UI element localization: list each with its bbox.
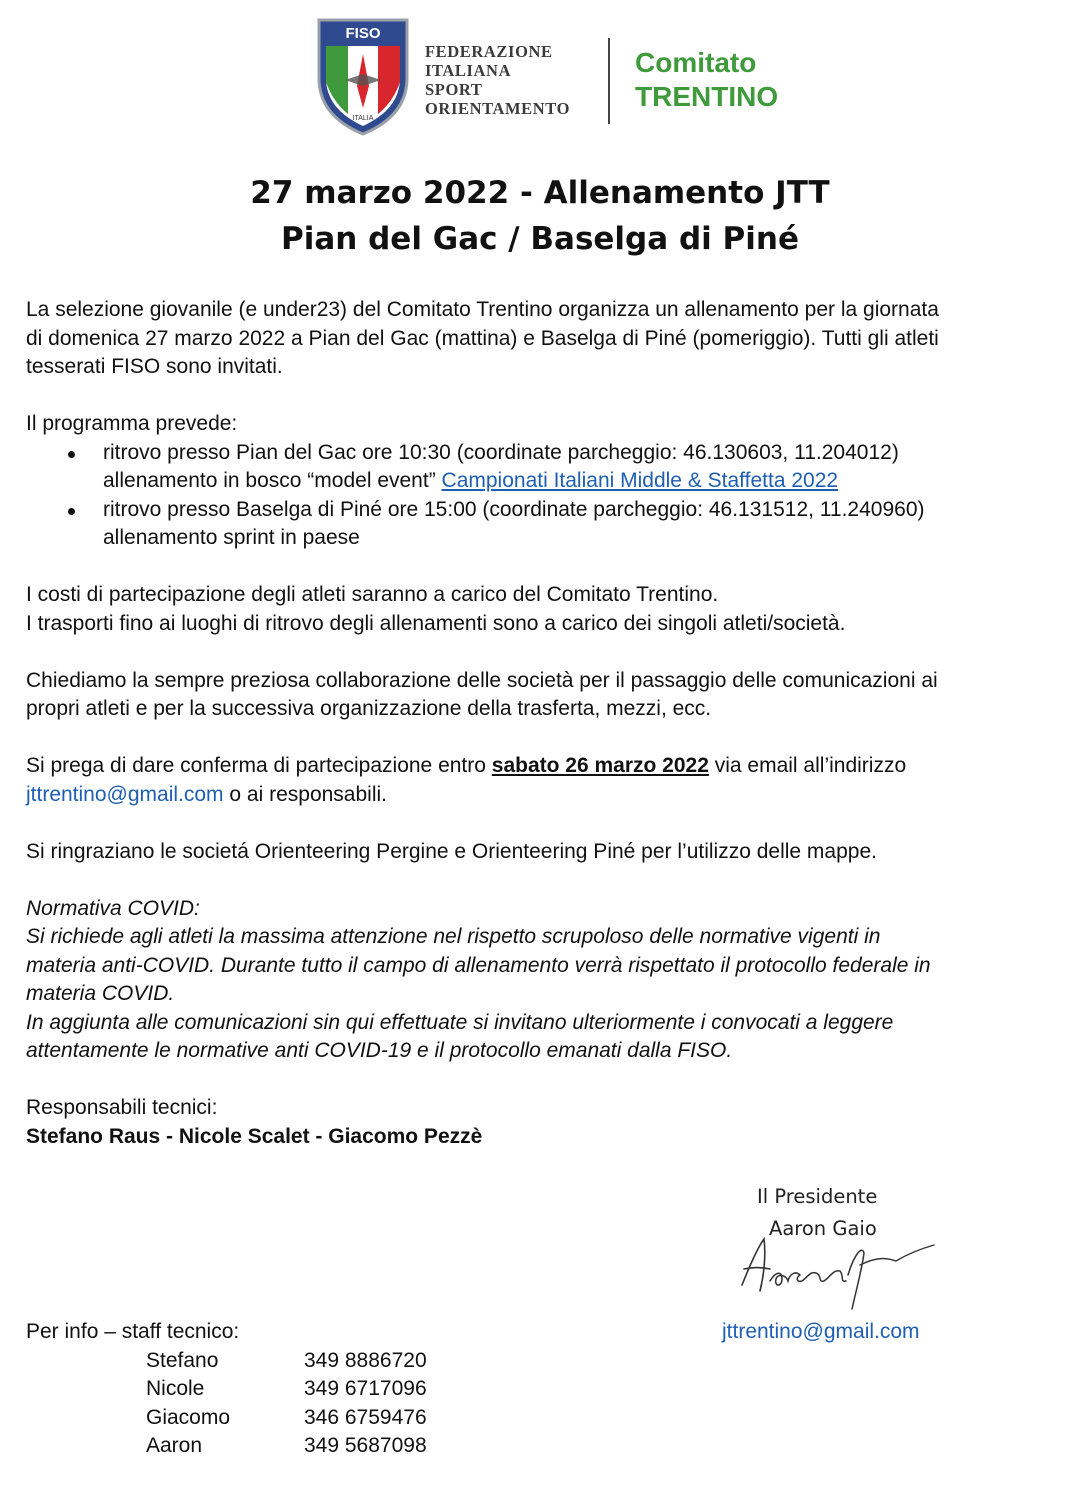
intro-paragraph bbox=[26, 296, 1056, 382]
contact-name: Giacomo bbox=[146, 1405, 231, 1429]
federation-name bbox=[425, 42, 615, 118]
contact-name: Aaron bbox=[146, 1433, 203, 1457]
program-list bbox=[26, 439, 1056, 553]
championship-link[interactable]: Campionati Italiani Middle & Staffetta 2022 bbox=[441, 469, 839, 492]
logo-country: ITALIA bbox=[352, 115, 374, 122]
president-email[interactable]: jttrentino@gmail.com bbox=[722, 1320, 920, 1343]
text-line: I costi di partecipazione degli atleti saranno a carico del Comitato Trentino. bbox=[26, 583, 719, 606]
logo-text: FISO bbox=[345, 25, 381, 42]
program-section bbox=[26, 410, 1056, 553]
text-line: tesserati FISO sono invitati. bbox=[26, 355, 283, 378]
text-line bbox=[26, 781, 1056, 810]
contact-name: Stefano bbox=[146, 1349, 219, 1372]
thanks-paragraph bbox=[26, 838, 1056, 867]
text-span: Si prega di dare conferma di partecipazione entro bbox=[26, 754, 492, 777]
org-line: ORIENTAMENTO bbox=[425, 99, 571, 118]
document-body bbox=[26, 296, 1056, 1180]
committee-line: TRENTINO bbox=[635, 81, 779, 112]
text-line: materia anti-COVID. Durante tutto il campo di allenamento verrà rispettato il protocollo federale in bbox=[26, 953, 931, 977]
contact-row bbox=[146, 1432, 466, 1460]
president-name: Aaron Gaio bbox=[769, 1217, 877, 1240]
letterhead bbox=[315, 16, 785, 136]
contact-row bbox=[146, 1404, 466, 1432]
technical-managers bbox=[26, 1094, 1056, 1151]
text-line: La selezione giovanile (e under23) del Comitato Trentino organizza un allenamento per la giornata bbox=[26, 298, 939, 321]
text-line: ritrovo presso Pian del Gac ore 10:30 (coordinate parcheggio: 46.130603, 11.204012) bbox=[103, 440, 899, 464]
text-line: I trasporti fino ai luoghi di ritrovo degli allenamenti sono a carico dei singoli atleti/società. bbox=[26, 611, 846, 635]
covid-paragraph bbox=[26, 895, 1056, 1066]
text-line: ritrovo presso Baselga di Piné ore 15:00 (coordinate parcheggio: 46.131512, 11.240960) bbox=[103, 497, 925, 521]
program-heading: Il programma prevede: bbox=[26, 412, 238, 435]
confirmation-paragraph bbox=[26, 752, 1056, 809]
text-line bbox=[103, 467, 1056, 496]
text-line: di domenica 27 marzo 2022 a Pian del Gac (mattina) e Baselga di Piné (pomeriggio). Tutti gli atleti bbox=[26, 326, 939, 350]
contact-email-link[interactable]: jttrentino@gmail.com bbox=[26, 782, 224, 806]
header-divider bbox=[608, 38, 610, 124]
text-line: allenamento sprint in paese bbox=[103, 526, 360, 549]
contact-list bbox=[146, 1347, 466, 1460]
deadline-date: sabato 26 marzo 2022 bbox=[491, 754, 709, 777]
text-line: propri atleti e per la successiva organizzazione della trasferta, mezzi, ecc. bbox=[26, 697, 712, 720]
president-title: Il Presidente bbox=[757, 1185, 878, 1208]
contact-row bbox=[146, 1347, 466, 1375]
text-line: attentamente le normative anti COVID-19 e il protocollo emanati dalla FISO. bbox=[26, 1039, 733, 1062]
fiso-logo bbox=[315, 16, 411, 136]
contact-name: Nicole bbox=[146, 1377, 205, 1401]
org-line: FEDERAZIONE bbox=[425, 42, 553, 61]
bullet-icon bbox=[68, 451, 75, 458]
title-line-1: 27 marzo 2022 - Allenamento JTT bbox=[250, 175, 830, 211]
text-line: Si richiede agli atleti la massima attenzione nel rispetto scrupoloso delle normative vigenti in bbox=[26, 925, 881, 948]
info-label: Per info – staff tecnico: bbox=[26, 1320, 240, 1343]
page-title bbox=[0, 170, 1080, 262]
signature-image bbox=[730, 1225, 950, 1315]
text-span: allenamento in bosco “model event” bbox=[103, 469, 442, 492]
text-span: via email all’indirizzo bbox=[708, 754, 907, 777]
technical-label: Responsabili tecnici: bbox=[26, 1096, 218, 1119]
list-item bbox=[26, 439, 1056, 496]
text-line: materia COVID. bbox=[26, 982, 175, 1005]
bullet-icon bbox=[68, 508, 75, 515]
text-line bbox=[26, 752, 1056, 781]
committee-name bbox=[635, 46, 778, 114]
technical-names: Stefano Raus - Nicole Scalet - Giacomo Pezzè bbox=[26, 1124, 483, 1148]
text-line: In aggiunta alle comunicazioni sin qui effettuate si invitano ulteriormente i convocati a leggere bbox=[26, 1010, 894, 1034]
text-line: Si ringraziano le societá Orienteering Pergine e Orienteering Piné per l’utilizzo delle mappe. bbox=[26, 839, 877, 863]
covid-heading: Normativa COVID: bbox=[26, 896, 200, 920]
org-line: SPORT bbox=[425, 80, 483, 99]
list-item bbox=[26, 496, 1056, 553]
committee-line: Comitato bbox=[635, 47, 757, 78]
contact-row bbox=[146, 1375, 466, 1403]
contact-phone: 346 6759476 bbox=[304, 1405, 427, 1429]
costs-paragraph bbox=[26, 581, 1056, 638]
title-line-2: Pian del Gac / Baselga di Piné bbox=[280, 221, 799, 257]
contact-phone: 349 6717096 bbox=[304, 1377, 427, 1401]
contact-phone: 349 8886720 bbox=[304, 1349, 427, 1372]
collaboration-paragraph bbox=[26, 667, 1056, 724]
text-span: o ai responsabili. bbox=[223, 782, 387, 806]
text-line: Chiediamo la sempre preziosa collaborazione delle società per il passaggio delle comunicazioni ai bbox=[26, 668, 938, 692]
org-line: ITALIANA bbox=[425, 61, 512, 80]
contact-phone: 349 5687098 bbox=[304, 1433, 427, 1457]
